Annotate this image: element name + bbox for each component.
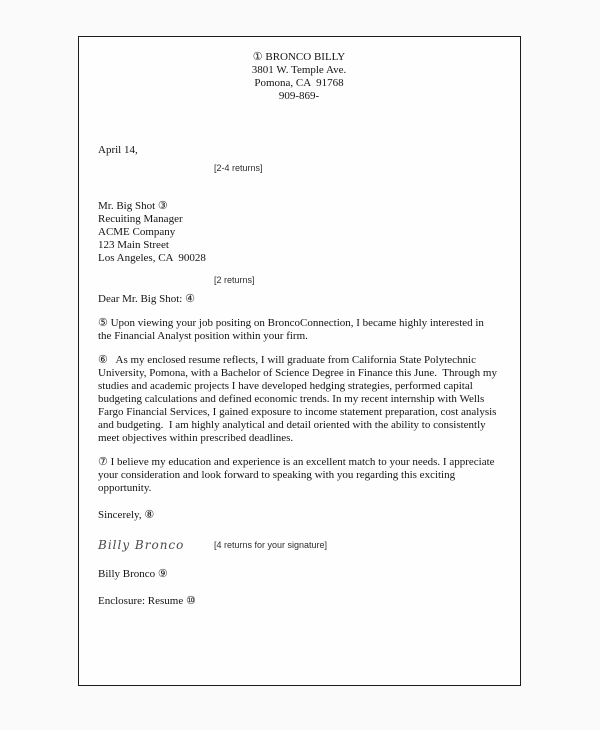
annotation-returns-2-4: [2-4 returns]	[214, 163, 263, 173]
annotation-returns-2: [2 returns]	[214, 275, 255, 285]
body-paragraph-2: ⑥ As my enclosed resume reflects, I will graduate from California State Polytechnic University, Pomona, with a Bachelor of Science Degree in Finance this June. Through my studies and academic projects I have developed hedging strategies, performed capital budgeting calculations and defined economic trends. In my recent internship with Wells Fargo Financial Services, I gained exposure to income statement preparation, cost analysis and budgeting. I am highly analytical and detail oriented with the ability to consistently meet objectives within prescribed deadlines.	[98, 354, 500, 444]
recipient-company: ACME Company	[98, 226, 176, 238]
typed-name: Billy Bronco ⑨	[98, 568, 168, 580]
annotation-returns-4-signature: [4 returns for your signature]	[214, 539, 328, 550]
salutation: Dear Mr. Big Shot: ④	[98, 293, 195, 305]
letter-page	[78, 36, 521, 686]
body-paragraph-3: ⑦ I believe my education and experience is an excellent match to your needs. I appreciate your consideration and look forward to speaking with you regarding this exciting opportunity.	[98, 456, 498, 494]
recipient-street: 123 Main Street	[98, 239, 169, 251]
letter-date: April 14,	[98, 144, 138, 156]
handwritten-signature: Billy Bronco	[98, 538, 185, 552]
sender-street: 3801 W. Temple Ave.	[251, 64, 347, 76]
closing: Sincerely, ⑧	[98, 509, 155, 521]
recipient-city-state-zip: Los Angeles, CA 90028	[98, 252, 206, 264]
sender-city-state-zip: Pomona, CA 91768	[254, 77, 344, 89]
sender-header	[98, 51, 500, 103]
recipient-address	[98, 200, 500, 265]
signature-row	[98, 538, 500, 552]
sender-name: ① BRONCO BILLY	[252, 51, 346, 63]
sender-phone: 909-869-	[278, 90, 320, 102]
recipient-title: Recuiting Manager	[98, 213, 183, 225]
enclosure-line: Enclosure: Resume ⑩	[98, 595, 196, 607]
recipient-name: Mr. Big Shot ③	[98, 200, 168, 212]
body-paragraph-1: ⑤ Upon viewing your job positing on BroncoConnection, I became highly interested in the Financial Analyst position within your firm.	[98, 317, 487, 342]
